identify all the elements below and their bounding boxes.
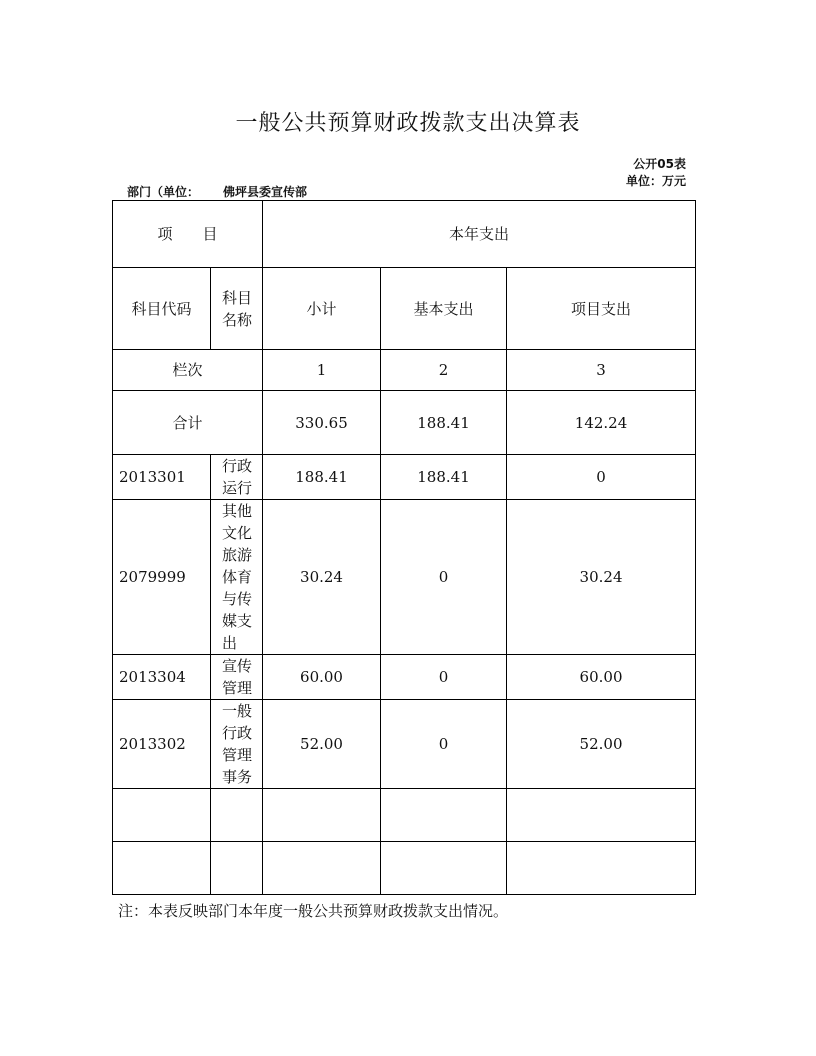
header-row-1 <box>113 201 696 268</box>
total-basic: 188.41 <box>381 391 507 455</box>
unit-label: 单位：万元 <box>625 174 686 188</box>
row-code: 2013304 <box>113 655 211 700</box>
row-code: 2013301 <box>113 455 211 500</box>
column-index-label: 栏次 <box>113 350 263 391</box>
header-name: 科目名称 <box>222 288 253 329</box>
row-project: 30.24 <box>507 500 696 655</box>
footnote: 注：本表反映部门本年度一般公共预算财政拨款支出情况。 <box>118 902 509 920</box>
total-project: 142.24 <box>507 391 696 455</box>
empty-row <box>113 842 696 895</box>
row-name: 其他文化旅游体育与传媒支出 <box>222 502 253 652</box>
column-index-3: 3 <box>507 350 696 391</box>
row-project: 52.00 <box>507 700 696 789</box>
row-code: 2013302 <box>113 700 211 789</box>
header-project: 项目支出 <box>507 268 696 350</box>
column-index-row <box>113 350 696 391</box>
row-code: 2079999 <box>113 500 211 655</box>
total-subtotal: 330.65 <box>263 391 381 455</box>
row-subtotal: 30.24 <box>263 500 381 655</box>
row-basic: 188.41 <box>381 455 507 500</box>
row-name: 一般行政管理事务 <box>222 702 253 786</box>
header-item: 项 目 <box>113 201 263 268</box>
page-title: 一般公共预算财政拨款支出决算表 <box>235 111 581 136</box>
row-name: 宣传管理 <box>222 657 253 697</box>
row-name-cell <box>211 500 263 655</box>
header-code: 科目代码 <box>113 268 211 350</box>
total-label: 合计 <box>113 391 263 455</box>
header-subtotal: 小计 <box>263 268 381 350</box>
row-project: 60.00 <box>507 655 696 700</box>
budget-table <box>112 200 696 895</box>
header-current-year: 本年支出 <box>263 201 696 268</box>
row-name-cell <box>211 455 263 500</box>
header-basic: 基本支出 <box>381 268 507 350</box>
total-row <box>113 391 696 455</box>
column-index-1: 1 <box>263 350 381 391</box>
row-basic: 0 <box>381 500 507 655</box>
row-name-cell <box>211 700 263 789</box>
header-name-cell <box>211 268 263 350</box>
department-name: 佛坪县委宣传部 <box>223 185 308 199</box>
row-project: 0 <box>507 455 696 500</box>
row-subtotal: 60.00 <box>263 655 381 700</box>
column-index-2: 2 <box>381 350 507 391</box>
header-row-2 <box>113 268 696 350</box>
department-label: 部门（单位： <box>127 185 200 199</box>
row-name-cell <box>211 655 263 700</box>
row-subtotal: 188.41 <box>263 455 381 500</box>
form-code: 公开05表 <box>633 157 686 171</box>
table-row <box>113 455 696 500</box>
table-row <box>113 655 696 700</box>
table-row <box>113 700 696 789</box>
row-name: 行政运行 <box>222 457 253 497</box>
department-line <box>127 183 307 200</box>
empty-row <box>113 789 696 842</box>
row-basic: 0 <box>381 655 507 700</box>
row-subtotal: 52.00 <box>263 700 381 789</box>
row-basic: 0 <box>381 700 507 789</box>
table-row <box>113 500 696 655</box>
